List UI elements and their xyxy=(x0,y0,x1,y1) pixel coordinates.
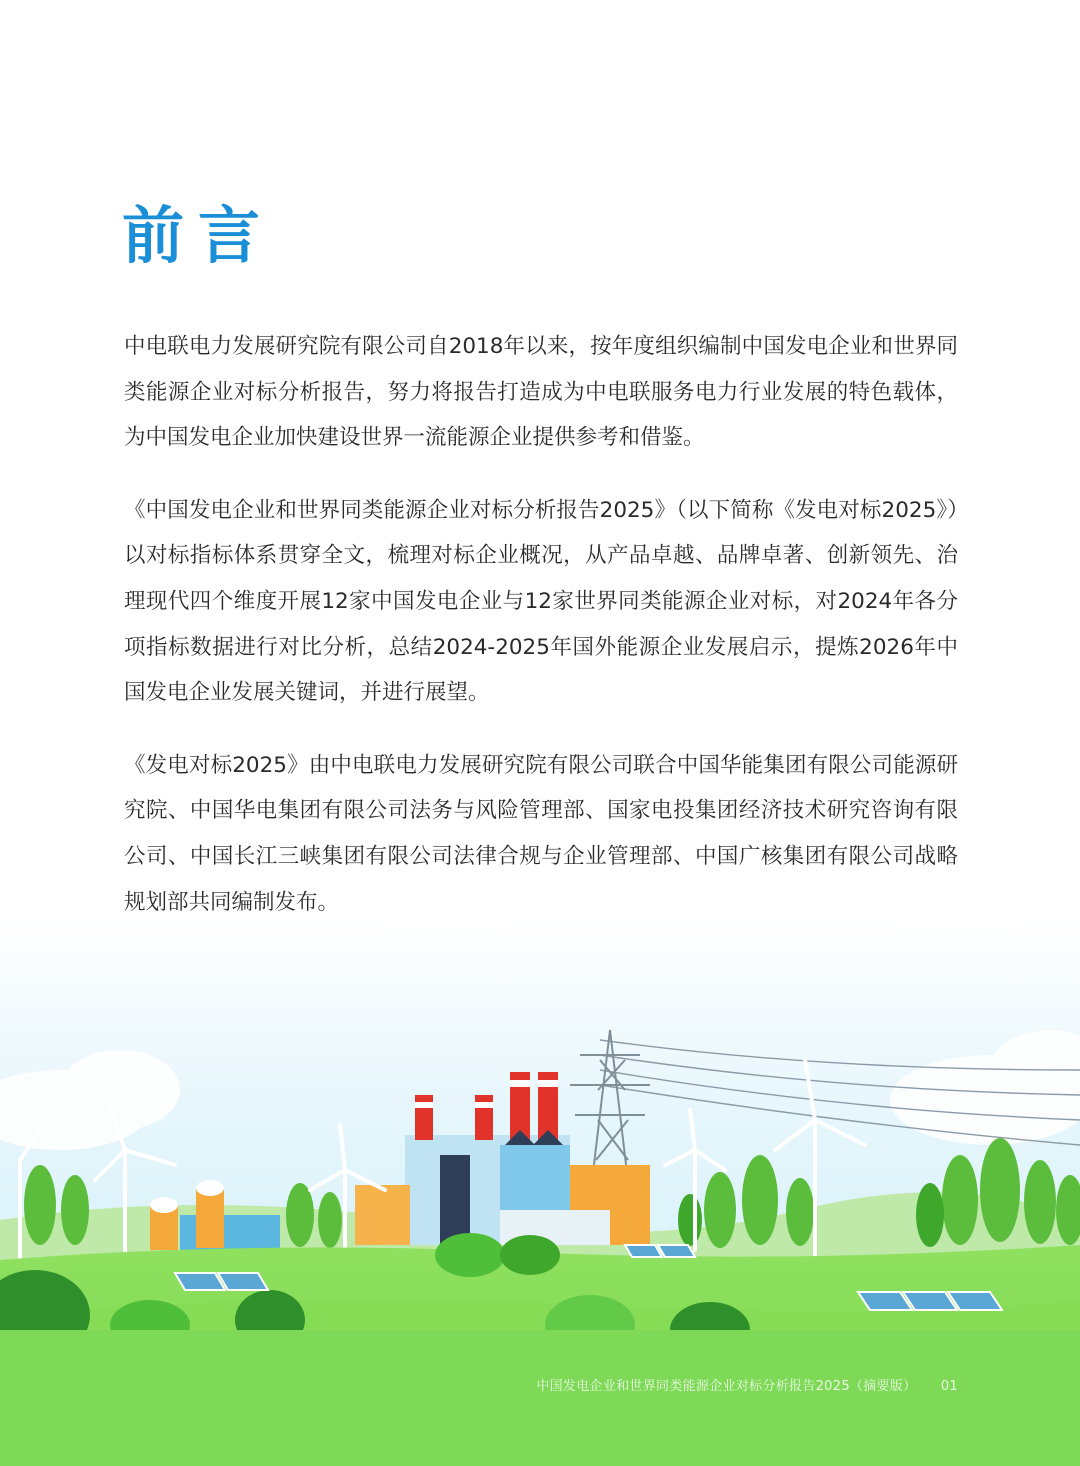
page-number: 01 xyxy=(940,1379,958,1394)
paragraph-1: 中电联电力发展研究院有限公司自2018年以来，按年度组织编制中国发电企业和世界同类能源企业对标分析报告，努力将报告打造成为中电联服务电力行业发展的特色载体，为中国发电企业加快建设世界一流能源企业提供参考和借鉴。 xyxy=(124,334,958,451)
footer-report-title: 中国发电企业和世界同类能源企业对标分析报告2025（摘要版） xyxy=(536,1379,917,1394)
page-footer xyxy=(536,1375,958,1394)
preface-body xyxy=(124,324,958,952)
page-title: 前言 xyxy=(122,199,275,272)
paragraph-3: 《发电对标2025》由中电联电力发展研究院有限公司联合中国华能集团有限公司能源研究院、中国华电集团有限公司法务与风险管理部、国家电投集团经济技术研究咨询有限公司、中国长江三峡集团有限公司法律合规与企业管理部、中国广核集团有限公司战略规划部共同编制发布。 xyxy=(124,752,958,915)
paragraph-2: 《中国发电企业和世界同类能源企业对标分析报告2025》（以下简称《发电对标2025》）以对标指标体系贯穿全文，梳理对标企业概况，从产品卓越、品牌卓著、创新领先、治理现代四个维度开展12家中国发电企业与12家世界同类能源企业对标，对2024年各分项指标数据进行对比分析，总结2024-2025年国外能源企业发展启示，提炼2026年中国发电企业发展关键词，并进行展望。 xyxy=(124,497,958,706)
